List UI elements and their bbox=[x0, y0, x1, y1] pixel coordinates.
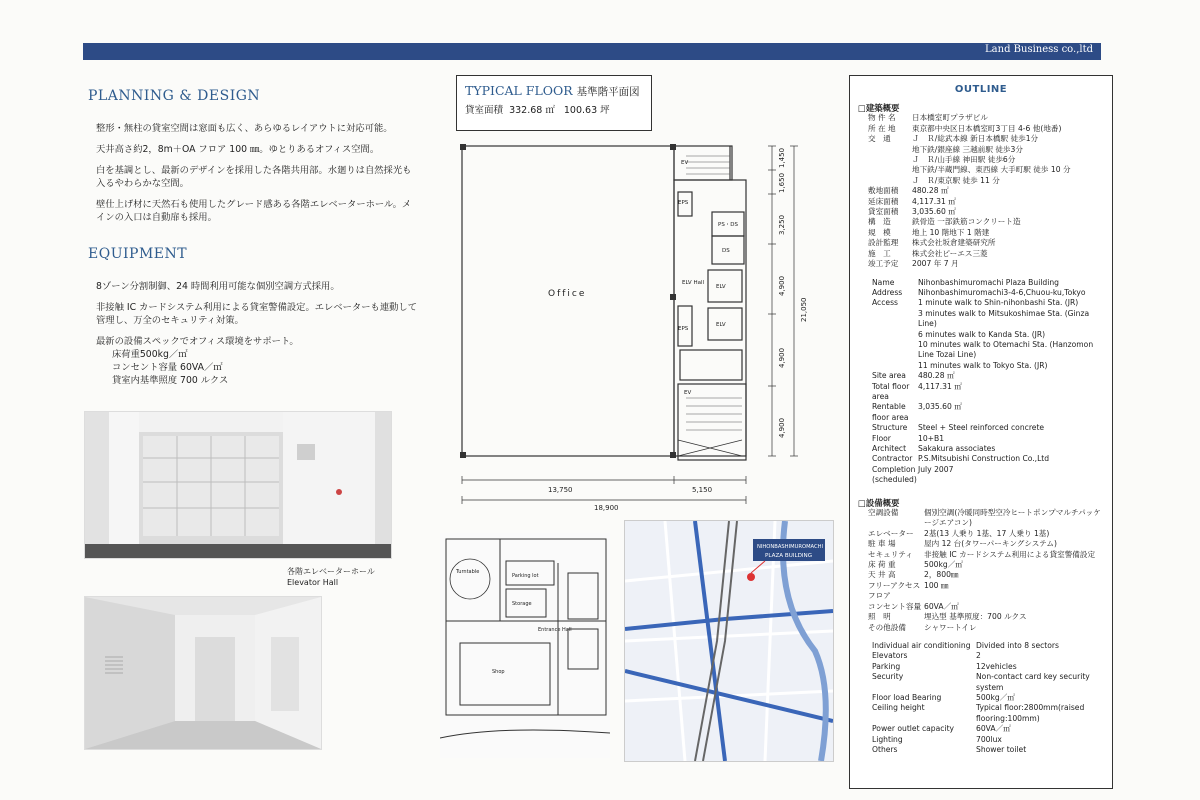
building-row bbox=[858, 186, 1104, 196]
equipment-row bbox=[858, 560, 1104, 570]
outline-key: コンセント容量 bbox=[868, 601, 922, 611]
building-row bbox=[858, 259, 1104, 269]
outline-value: Non-contact card key security system bbox=[976, 672, 1090, 692]
room-label: PS・DS bbox=[718, 222, 739, 228]
outline-key: 物 件 名 bbox=[868, 113, 896, 123]
outline-value: 60VA／㎡ bbox=[976, 724, 1011, 734]
building-en-row bbox=[858, 278, 1104, 288]
outline-key: 空調設備 bbox=[868, 508, 899, 518]
outline-key bbox=[872, 309, 918, 330]
outline-key: Parking bbox=[872, 661, 901, 671]
building-en-row bbox=[858, 382, 1104, 403]
building-en-row bbox=[858, 340, 1104, 361]
building-en-row bbox=[858, 288, 1104, 298]
spec-item: 床荷重500kg／㎡ bbox=[112, 349, 188, 360]
outline-value: 480.28 ㎡ bbox=[918, 371, 955, 381]
equipment-en-row bbox=[858, 745, 1104, 755]
dim-bottom: 5,150 bbox=[692, 486, 713, 494]
building-en-row bbox=[858, 330, 1104, 340]
header-bar bbox=[83, 43, 1101, 60]
building-en-row bbox=[858, 298, 1104, 308]
ground-label: Entrance Hall bbox=[538, 627, 572, 633]
outline-key: Security bbox=[872, 672, 904, 682]
planning-paragraph: 壁仕上げ材に天然石も使用したグレード感ある各階エレベーターホール。メインの入口は自動扉も採用。 bbox=[96, 199, 412, 223]
elevator-hall-photo bbox=[84, 411, 392, 559]
outline-key: 敷地面積 bbox=[868, 186, 899, 196]
outline-key bbox=[868, 176, 912, 186]
map-title-line2: PLAZA BUILDING bbox=[765, 553, 813, 559]
building-en-row bbox=[858, 454, 1104, 464]
building-en-row bbox=[858, 371, 1104, 381]
outline-key: 竣工予定 bbox=[868, 259, 899, 269]
outline-key: Individual air conditioning bbox=[872, 640, 971, 650]
outline-value: Steel + Steel reinforced concrete bbox=[918, 423, 1045, 433]
equipment-en-row bbox=[858, 693, 1104, 703]
equipment-en-row bbox=[858, 724, 1104, 734]
outline-value: 2007 年 7 月 bbox=[912, 259, 959, 269]
photo-caption-ja: 各階エレベーターホール bbox=[287, 567, 375, 576]
outline-value: 鉄骨造 一部鉄筋コンクリート造 bbox=[912, 217, 1021, 227]
outline-value: Divided into 8 sectors bbox=[976, 640, 1059, 650]
planning-text bbox=[96, 122, 418, 232]
outline-key bbox=[868, 165, 912, 175]
outline-key: 交 通 bbox=[868, 134, 891, 144]
outline-value: 3 minutes walk to Mitsukoshimae Sta. (Ginza Line) bbox=[918, 308, 1090, 329]
building-row bbox=[858, 238, 1104, 248]
dim-right: 4,900 bbox=[778, 417, 786, 438]
room-label: EPS bbox=[678, 200, 689, 206]
room-label: DS bbox=[722, 248, 730, 254]
dim-right: 4,900 bbox=[778, 275, 786, 296]
outline-value: 10 minutes walk to Otemachi Sta. (Hanzomon Line Tozai Line) bbox=[918, 339, 1094, 360]
outline-value: 1 minute walk to Shin-nihonbashi Sta. (JR) bbox=[918, 298, 1079, 308]
outline-value: 2，800㎜ bbox=[924, 570, 959, 580]
dim-total-right: 21,050 bbox=[800, 297, 808, 322]
typical-floor-title-en: TYPICAL FLOOR bbox=[465, 83, 573, 98]
outline-key: 貸室面積 bbox=[868, 207, 899, 217]
outline-value: Nihonbashimuromachi Plaza Building bbox=[918, 277, 1059, 287]
outline-key: Total floor area bbox=[872, 381, 910, 401]
outline-key: 設計監理 bbox=[868, 238, 899, 248]
outline-key: 所 在 地 bbox=[868, 123, 896, 133]
photo-caption-en: Elevator Hall bbox=[287, 578, 339, 587]
room-label: ELV Hall bbox=[682, 280, 705, 286]
outline-key: 延床面積 bbox=[868, 196, 899, 206]
planning-title: PLANNING & DESIGN bbox=[88, 88, 261, 104]
planning-paragraph: 白を基調とし、最新のデザインを採用した各階共用部。水廻りは自然採光も入るやわらかな空間。 bbox=[96, 165, 412, 189]
outline-key: Completion (scheduled) bbox=[872, 464, 917, 485]
equipment-title: EQUIPMENT bbox=[88, 246, 188, 262]
building-row bbox=[858, 207, 1104, 217]
room-label: EV bbox=[681, 160, 689, 166]
outline-value: 3,035.60 ㎡ bbox=[918, 402, 962, 412]
area-sqm: 332.68 ㎡ bbox=[509, 105, 555, 116]
dim-right: 1,450 bbox=[778, 147, 786, 168]
outline-value: P.S.Mitsubishi Construction Co.,Ltd bbox=[918, 454, 1050, 464]
outline-value: July 2007 bbox=[918, 464, 954, 474]
outline-key: Floor bbox=[872, 433, 891, 443]
outline-key: 床 荷 重 bbox=[868, 560, 896, 570]
outline-key: Power outlet capacity bbox=[872, 724, 955, 734]
building-row bbox=[858, 249, 1104, 259]
building-row bbox=[858, 165, 1104, 175]
outline-value: 500kg／㎡ bbox=[924, 560, 963, 570]
outline-key: セキュリティ bbox=[868, 549, 913, 559]
outline-key: フリーアクセスフロア bbox=[868, 580, 921, 601]
equipment-paragraph: 最新の設備スペックでオフィス環境をサポート。 bbox=[96, 336, 299, 347]
building-row bbox=[858, 197, 1104, 207]
outline-value: シャワートイレ bbox=[924, 622, 977, 632]
equipment-paragraph: 非接触 IC カードシステム利用による貸室警備設定。エレベーターも連動して管理し、万全のセキュリティ対策。 bbox=[96, 302, 418, 326]
outline-value: 地下鉄/半蔵門線、東西線 大手町駅 徒歩 10 分 bbox=[912, 165, 1071, 175]
equipment-row bbox=[858, 570, 1104, 580]
area-label: 貸室面積 bbox=[465, 105, 504, 116]
outline-value: Ｊ Ｒ/東京駅 徒歩 11 分 bbox=[912, 175, 1000, 185]
outline-value: 2 bbox=[976, 651, 981, 661]
planning-paragraph: 天井高さ約2，8m＋OA フロア 100 ㎜。ゆとりあるオフィス空間。 bbox=[96, 144, 380, 155]
outline-key: Elevators bbox=[872, 651, 908, 661]
equipment-en-row bbox=[858, 672, 1104, 693]
typical-floor-area bbox=[465, 102, 651, 116]
elevator-hall-photo-2 bbox=[84, 596, 322, 750]
outline-key: Lighting bbox=[872, 734, 903, 744]
building-row bbox=[858, 134, 1104, 144]
ground-label: Shop bbox=[492, 669, 505, 675]
outline-key: 天 井 高 bbox=[868, 570, 896, 580]
outline-value: 500kg／㎡ bbox=[976, 692, 1015, 702]
building-en-row bbox=[858, 434, 1104, 444]
building-summary-heading: □建築概要 bbox=[858, 103, 900, 113]
dim-right: 1,650 bbox=[778, 172, 786, 193]
outline-value: 4,117.31 ㎡ bbox=[918, 381, 962, 391]
building-row bbox=[858, 124, 1104, 134]
outline-title: OUTLINE bbox=[954, 84, 1008, 95]
outline-key: Structure bbox=[872, 423, 908, 433]
company-name: Land Business co.,ltd bbox=[985, 44, 1093, 55]
outline-key: Contractor bbox=[872, 454, 913, 464]
outline-value: 地上 10 階地下 1 階建 bbox=[912, 227, 990, 237]
room-label: ELV bbox=[716, 322, 726, 328]
equipment-text bbox=[96, 280, 421, 387]
outline-value: 11 minutes walk to Tokyo Sta. (JR) bbox=[918, 360, 1048, 370]
outline-key: Name bbox=[872, 277, 895, 287]
outline-value: 100 ㎜ bbox=[924, 580, 949, 590]
outline-value: 10+B1 bbox=[918, 433, 945, 443]
equipment-row bbox=[858, 602, 1104, 612]
outline-key bbox=[868, 155, 912, 165]
building-row bbox=[858, 217, 1104, 227]
dim-bottom: 13,750 bbox=[548, 486, 573, 494]
building-row bbox=[858, 228, 1104, 238]
building-en-row bbox=[858, 465, 1104, 486]
outline-key: 駐 車 場 bbox=[868, 539, 896, 549]
typical-floor-box bbox=[456, 75, 652, 131]
equipment-en-row bbox=[858, 662, 1104, 672]
outline-key: 構 造 bbox=[868, 217, 891, 227]
building-en-row bbox=[858, 423, 1104, 433]
outline-key: Access bbox=[872, 298, 898, 308]
outline-value: 地下鉄/銀座線 三越前駅 徒歩3分 bbox=[912, 144, 1023, 154]
outline-value: 3,035.60 ㎡ bbox=[912, 207, 956, 217]
outline-value: 埋込型 基準照度：700 ルクス bbox=[924, 612, 1027, 622]
outline-key bbox=[872, 340, 918, 361]
outline-value: 2基(13 人乗り 1基、17 人乗り 1基) bbox=[924, 528, 1050, 538]
outline-key bbox=[872, 330, 918, 340]
ground-label: Storage bbox=[512, 601, 532, 607]
building-en-row bbox=[858, 444, 1104, 454]
equipment-row bbox=[858, 508, 1104, 529]
outline-value: Ｊ Ｒ/総武本線 新日本橋駅 徒歩1分 bbox=[912, 134, 1039, 144]
building-row bbox=[858, 145, 1104, 155]
outline-key: Address bbox=[872, 287, 903, 297]
outline-key bbox=[868, 145, 912, 155]
outline-value: 4,117.31 ㎡ bbox=[912, 196, 956, 206]
outline-value: 6 minutes walk to Kanda Sta. (JR) bbox=[918, 329, 1046, 339]
outline-value: 非接触 IC カードシステム利用による貸室警備設定 bbox=[924, 549, 1096, 559]
dim-right: 4,900 bbox=[778, 347, 786, 368]
equipment-en-row bbox=[858, 735, 1104, 745]
outline-value: 株式会社坂倉建築研究所 bbox=[912, 238, 996, 248]
room-label: EV bbox=[684, 390, 692, 396]
floor-plan bbox=[450, 136, 830, 512]
outline-key: Floor load Bearing bbox=[872, 692, 942, 702]
outline-value: 12vehicles bbox=[976, 661, 1017, 671]
building-row bbox=[858, 155, 1104, 165]
outline-key: Ceiling height bbox=[872, 703, 925, 713]
typical-floor-title-ja: 基準階平面図 bbox=[576, 86, 640, 98]
outline-key: 規 模 bbox=[868, 227, 891, 237]
equipment-row bbox=[858, 623, 1104, 633]
outline-value: Ｊ Ｒ/山手線 神田駅 徒歩6分 bbox=[912, 155, 1016, 165]
photo-caption bbox=[287, 566, 375, 588]
dim-total-bottom: 18,900 bbox=[594, 504, 619, 512]
outline-value: 480.28 ㎡ bbox=[912, 186, 949, 196]
typical-floor-title bbox=[465, 83, 651, 99]
equipment-row bbox=[858, 581, 1104, 602]
outline-content bbox=[850, 95, 1112, 755]
outline-value: 東京都中央区日本橋室町3丁目 4-6 他(地番) bbox=[912, 123, 1062, 133]
office-label: Office bbox=[548, 289, 587, 299]
dim-right: 3,250 bbox=[778, 214, 786, 235]
ground-floor-plan bbox=[440, 533, 610, 758]
outline-box bbox=[849, 75, 1113, 789]
outline-value: Shower toilet bbox=[976, 744, 1027, 754]
building-en-row bbox=[858, 309, 1104, 330]
equipment-en-row bbox=[858, 703, 1104, 724]
map-title-line1: NIHONBASHIMUROMACHI bbox=[757, 544, 824, 550]
equipment-row bbox=[858, 550, 1104, 560]
outline-value: 個別空調(冷暖同時型空冷ヒートポンプマルチパッケージエアコン) bbox=[924, 508, 1101, 528]
building-row bbox=[858, 176, 1104, 186]
outline-value: Sakakura associates bbox=[918, 444, 996, 453]
outline-key: 照 明 bbox=[868, 612, 891, 622]
equipment-row bbox=[858, 529, 1104, 539]
outline-value: Nihonbashimuromachi3-4-6,Chuou-ku,Tokyo bbox=[918, 287, 1086, 297]
spec-item: コンセント容量 60VA／㎡ bbox=[112, 362, 223, 373]
outline-key: Site area bbox=[872, 371, 906, 381]
equipment-en-row bbox=[858, 651, 1104, 661]
equipment-en-row bbox=[858, 641, 1104, 651]
planning-paragraph: 整形・無柱の貸室空間は窓面も広く、あらゆるレイアウトに対応可能。 bbox=[96, 123, 393, 134]
ground-label: Parking lot bbox=[512, 573, 539, 579]
building-en-row bbox=[858, 402, 1104, 423]
outline-value: 屋内 12 台(タワーパーキングシステム) bbox=[924, 539, 1057, 549]
outline-key bbox=[872, 361, 918, 371]
outline-key: Others bbox=[872, 744, 898, 754]
outline-key: エレベーター bbox=[868, 528, 914, 538]
equipment-paragraph: 8ゾーン分割制御、24 時間利用可能な個別空調方式採用。 bbox=[96, 281, 340, 292]
area-tsubo: 100.63 坪 bbox=[563, 105, 610, 116]
outline-value: 700lux bbox=[976, 734, 1002, 744]
outline-value: 60VA／㎡ bbox=[924, 601, 959, 611]
outline-key: その他設備 bbox=[868, 622, 906, 632]
equipment-row bbox=[858, 612, 1104, 622]
room-label: ELV bbox=[716, 284, 726, 290]
location-map bbox=[624, 520, 834, 762]
building-row bbox=[858, 113, 1104, 123]
outline-value: 株式会社ピーエス三菱 bbox=[912, 248, 988, 258]
equipment-row bbox=[858, 539, 1104, 549]
outline-key: Architect bbox=[872, 444, 907, 453]
outline-key: Rentable floor area bbox=[872, 402, 909, 422]
room-label: EPS bbox=[678, 326, 689, 332]
equipment-summary-heading: □設備概要 bbox=[858, 497, 900, 508]
building-en-row bbox=[858, 361, 1104, 371]
spec-item: 貸室内基準照度 700 ルクス bbox=[112, 375, 229, 386]
outline-value: 日本橋室町プラザビル bbox=[912, 113, 988, 123]
ground-label: Turntable bbox=[456, 569, 480, 575]
outline-value: Typical floor:2800mm(raised flooring:100mm) bbox=[976, 703, 1085, 723]
outline-key: 施 工 bbox=[868, 248, 891, 258]
